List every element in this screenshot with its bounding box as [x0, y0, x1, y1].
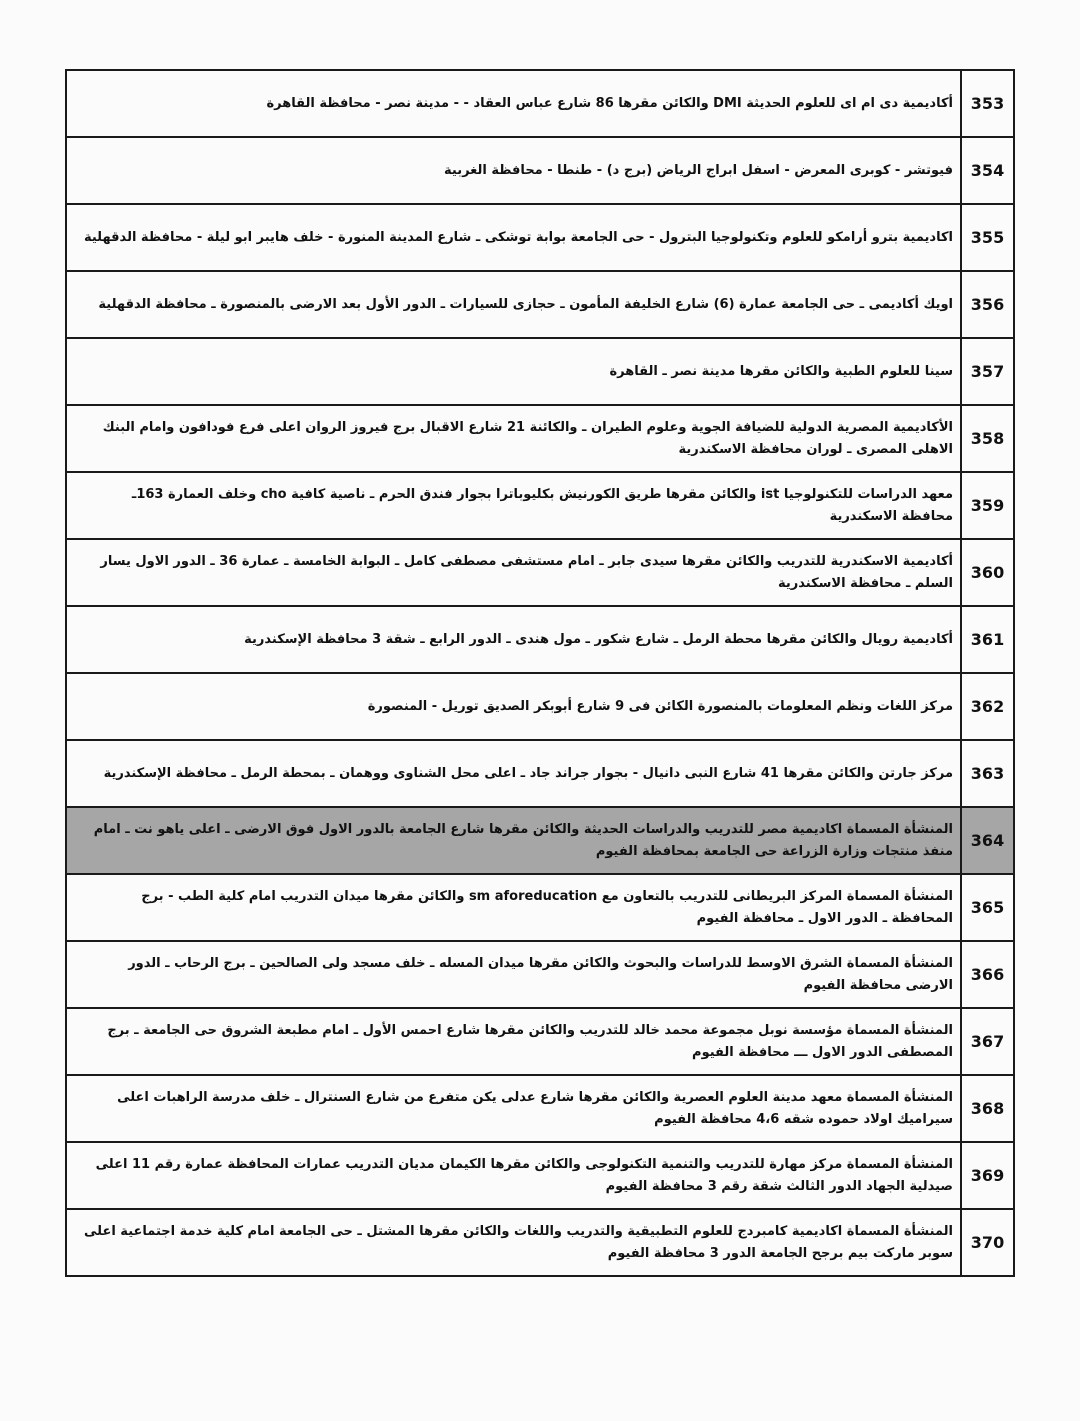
institution-address: المنشأة المسماة مؤسسة نوبل مجموعة محمد خالد للتدريب والكائن مقرها شارع احمس الأول ـ امام مطبعة الشروق حى الجامعة ـ برج المصطفى الدور الاول ـــ محافظة الفيوم	[66, 1008, 961, 1075]
row-number: 367	[961, 1008, 1014, 1075]
row-number: 355	[961, 204, 1014, 271]
institution-address: سينا للعلوم الطبية والكائن مقرها مدينة نصر ـ القاهرة	[66, 338, 961, 405]
table-row	[66, 1142, 1014, 1209]
row-number: 358	[961, 405, 1014, 472]
table-row	[66, 472, 1014, 539]
table-row	[66, 204, 1014, 271]
row-number: 356	[961, 271, 1014, 338]
row-number: 364	[961, 807, 1014, 874]
institution-address: فيوتشر - كوبرى المعرض - اسفل ابراج الرياض (برج د) - طنطا - محافظة الغربية	[66, 137, 961, 204]
row-number: 357	[961, 338, 1014, 405]
table-row	[66, 606, 1014, 673]
table-body	[66, 70, 1014, 1276]
table-row	[66, 338, 1014, 405]
institutions-table	[65, 69, 1015, 1277]
table-row-highlighted	[66, 807, 1014, 874]
table-row	[66, 539, 1014, 606]
table-row	[66, 1075, 1014, 1142]
institution-address: أكاديمية دى ام اى للعلوم الحديثة DMI والكائن مقرها 86 شارع عباس العقاد - - مدينة نصر - محافظة القاهرة	[66, 70, 961, 137]
institution-address: المنشأة المسماة معهد مدينة العلوم العصرية والكائن مقرها شارع عدلى يكن متفرع من شارع السنترال ـ خلف مدرسة الراهبات اعلى سيراميك اولاد حموده شقه 4،6 محافظة الفيوم	[66, 1075, 961, 1142]
row-number: 368	[961, 1075, 1014, 1142]
row-number: 365	[961, 874, 1014, 941]
table-row	[66, 137, 1014, 204]
institution-address: مركز جارتن والكائن مقرها 41 شارع النبى دانيال - بجوار جراند جاد ـ اعلى محل الشناوى ووهمان ـ بمحطة الرمل ـ محافظة الإسكندرية	[66, 740, 961, 807]
row-number: 354	[961, 137, 1014, 204]
row-number: 353	[961, 70, 1014, 137]
institution-address: المنشأة المسماة اكاديمية مصر للتدريب والدراسات الحديثة والكائن مقرها شارع الجامعة بالدور الاول فوق الارضى ـ اعلى ياهو نت ـ امام منفذ منتجات وزارة الزراعة حى الجامعة بمحافظة الفيوم	[66, 807, 961, 874]
table-row	[66, 874, 1014, 941]
institution-address: أكاديمية الاسكندرية للتدريب والكائن مقرها سيدى جابر ـ امام مستشفى مصطفى كامل ـ البوابة الخامسة ـ عمارة 36 ـ الدور الاول يسار السلم ـ محافظة الاسكندرية	[66, 539, 961, 606]
institution-address: معهد الدراسات للتكنولوجيا ist والكائن مقرها طريق الكورنيش بكليوباترا بجوار فندق الحرم ـ ناصية كافية cho وخلف العمارة 163ـ محافظة الاسكندرية	[66, 472, 961, 539]
institution-address: مركز اللغات ونظم المعلومات بالمنصورة الكائن فى 9 شارع أبوبكر الصديق توريل - المنصورة	[66, 673, 961, 740]
table-row	[66, 740, 1014, 807]
row-number: 362	[961, 673, 1014, 740]
row-number: 363	[961, 740, 1014, 807]
institution-address: المنشأة المسماة اكاديمية كامبردج للعلوم التطبيقية والتدريب واللغات والكائن مقرها المشتل ـ حى الجامعة امام كلية خدمة اجتماعية اعلى سوبر ماركت بيم برجح الجامعة الدور 3 محافظة الفيوم	[66, 1209, 961, 1276]
table-row	[66, 1209, 1014, 1276]
institution-address: اكاديمية بترو أرامكو للعلوم وتكنولوجيا البترول - حى الجامعة بوابة توشكى ـ شارع المدينة المنورة - خلف هايبر ابو ليلة - محافظة الدقهلية	[66, 204, 961, 271]
institution-address: الأكاديمية المصرية الدولية للضيافة الجوية وعلوم الطيران ـ والكائنة 21 شارع الاقبال برج فيروز الروان اعلى فرع فودافون وامام البنك الاهلى المصرى ـ لوران محافظة الاسكندرية	[66, 405, 961, 472]
table-row	[66, 70, 1014, 137]
row-number: 366	[961, 941, 1014, 1008]
table-row	[66, 405, 1014, 472]
table-row	[66, 271, 1014, 338]
table-row	[66, 673, 1014, 740]
row-number: 361	[961, 606, 1014, 673]
row-number: 360	[961, 539, 1014, 606]
institution-address: أكاديمية رويال والكائن مقرها محطة الرمل ـ شارع شكور ـ مول هندى ـ الدور الرابع ـ شقة 3 محافظة الإسكندرية	[66, 606, 961, 673]
row-number: 359	[961, 472, 1014, 539]
table-row	[66, 941, 1014, 1008]
row-number: 370	[961, 1209, 1014, 1276]
institution-address: المنشأة المسماة المركز البريطانى للتدريب بالتعاون مع sm aforeducation والكائن مقرها ميدان التدريب امام كلية الطب - برج المحافظة ـ الدور الاول ـ محافظة الفيوم	[66, 874, 961, 941]
institution-address: المنشأة المسماة الشرق الاوسط للدراسات والبحوث والكائن مقرها ميدان المسله ـ خلف مسجد ولى الصالحين ـ برج الرحاب ـ الدور الارضى محافظة الفيوم	[66, 941, 961, 1008]
row-number: 369	[961, 1142, 1014, 1209]
institution-address: المنشأة المسماة مركز مهارة للتدريب والتنمية التكنولوجى والكائن مقرها الكيمان مديان التدريب عمارات المحافظة عمارة رقم 11 اعلى صيدلية الجهاد الدور الثالث شقة رقم 3 محافظة الفيوم	[66, 1142, 961, 1209]
institution-address: اويك أكاديمى ـ حى الجامعة عمارة (6) شارع الخليفة المأمون ـ حجازى للسيارات ـ الدور الأول بعد الارضى بالمنصورة ـ محافظة الدقهلية	[66, 271, 961, 338]
table-row	[66, 1008, 1014, 1075]
